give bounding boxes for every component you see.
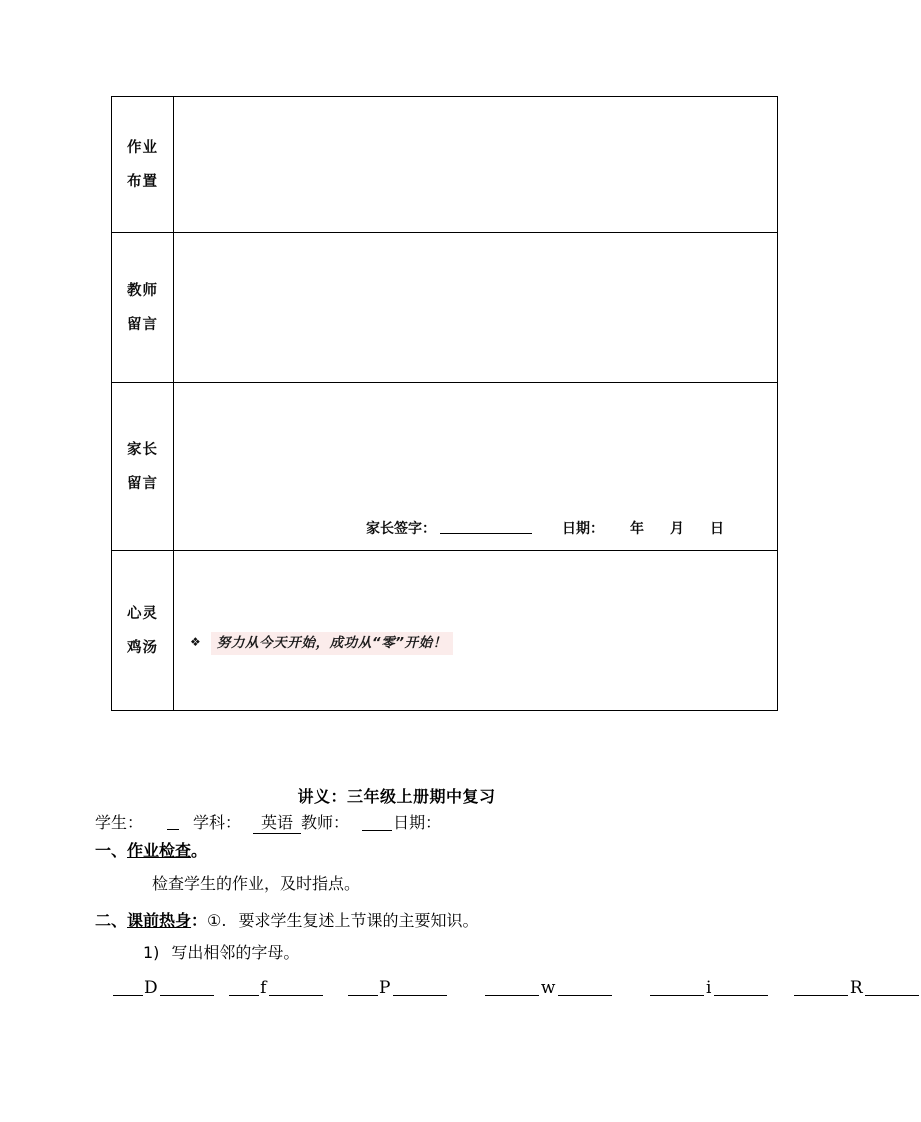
signature-label: 家长签字： bbox=[366, 521, 436, 537]
letter-blank-before-5[interactable] bbox=[650, 995, 704, 996]
motivational-quote-line bbox=[190, 631, 453, 651]
letter-given-5: i bbox=[705, 978, 712, 998]
letter-blank-after-3[interactable] bbox=[393, 995, 447, 996]
section-2-heading: 课前热身 bbox=[127, 911, 192, 930]
table-row-parent-message bbox=[112, 383, 778, 551]
diamond-bullet-icon: ❖ bbox=[190, 635, 201, 649]
letter-given-1: D bbox=[144, 978, 159, 998]
letter-blank-after-1[interactable] bbox=[160, 995, 214, 996]
section-2-sub-item-1 bbox=[143, 940, 299, 963]
student-info-line bbox=[95, 810, 441, 833]
letter-blank-before-1[interactable] bbox=[113, 995, 143, 996]
letter-blank-before-2[interactable] bbox=[229, 995, 259, 996]
sub-item-text: 写出相邻的字母。 bbox=[171, 943, 300, 962]
section-2-number: 二、 bbox=[95, 911, 128, 930]
row-content-homework-assignment[interactable] bbox=[174, 97, 778, 233]
row-content-soul-soup[interactable] bbox=[174, 551, 778, 711]
date-label: 日期： bbox=[562, 521, 604, 537]
row-label-teacher-message bbox=[112, 233, 174, 383]
letter-given-2: f bbox=[260, 978, 267, 998]
letter-given-6: R bbox=[849, 978, 864, 998]
day-unit: 日 bbox=[710, 521, 724, 537]
sub-item-marker: 1) bbox=[143, 943, 160, 962]
signature-input-line[interactable] bbox=[440, 533, 532, 534]
section-1-period: 。 bbox=[191, 841, 208, 860]
row-label-soul-soup bbox=[112, 551, 174, 711]
table-row-homework-assignment bbox=[112, 97, 778, 233]
letter-given-3: P bbox=[378, 978, 391, 998]
subject-label: 学科： bbox=[193, 813, 242, 832]
section-2-item-marker: ①. bbox=[207, 911, 227, 930]
letter-blank-after-4[interactable] bbox=[558, 995, 612, 996]
table-row-soul-soup bbox=[112, 551, 778, 711]
motivational-quote-text: 努力从今天开始，成功从“零”开始！ bbox=[211, 632, 453, 655]
row-label-line-1: 作业 bbox=[127, 139, 158, 156]
student-value-blank[interactable] bbox=[167, 829, 179, 830]
section-heading-2 bbox=[95, 908, 479, 931]
year-unit: 年 bbox=[630, 521, 644, 537]
letter-blank-before-4[interactable] bbox=[485, 995, 539, 996]
letter-blank-before-6[interactable] bbox=[794, 995, 848, 996]
section-2-colon: ： bbox=[191, 911, 208, 930]
teacher-label: 教师： bbox=[301, 813, 350, 832]
student-label: 学生： bbox=[95, 813, 144, 832]
row-label-homework-assignment bbox=[112, 97, 174, 233]
row-label-line-2: 布置 bbox=[127, 173, 158, 190]
month-unit: 月 bbox=[670, 521, 684, 537]
row-content-teacher-message[interactable] bbox=[174, 233, 778, 383]
parent-signature-row bbox=[174, 518, 777, 538]
row-content-parent-message[interactable] bbox=[174, 383, 778, 551]
section-heading-1 bbox=[95, 838, 207, 861]
letter-given-4: w bbox=[540, 978, 556, 998]
row-label-line-1: 家长 bbox=[127, 441, 158, 458]
letter-blank-after-5[interactable] bbox=[714, 995, 768, 996]
row-label-line-1: 心灵 bbox=[127, 605, 158, 622]
row-label-line-2: 鸡汤 bbox=[127, 639, 158, 656]
letter-blanks-exercise bbox=[112, 978, 921, 998]
letter-blank-before-3[interactable] bbox=[348, 995, 378, 996]
page-title: 讲义：三年级上册期中复习 bbox=[297, 787, 496, 806]
row-label-line-2: 留言 bbox=[127, 316, 158, 333]
date-label: 日期： bbox=[393, 813, 442, 832]
subject-value[interactable]: 英语 bbox=[253, 813, 301, 834]
section-1-body: 检查学生的作业，及时指点。 bbox=[152, 874, 361, 893]
section-1-number: 一、 bbox=[95, 841, 128, 860]
row-label-parent-message bbox=[112, 383, 174, 551]
section-1-heading: 作业检查 bbox=[127, 841, 192, 860]
row-label-line-1: 教师 bbox=[127, 282, 158, 299]
table-row-teacher-message bbox=[112, 233, 778, 383]
row-label-line-2: 留言 bbox=[127, 475, 158, 492]
letter-blank-after-2[interactable] bbox=[269, 995, 323, 996]
teacher-value-blank[interactable] bbox=[362, 830, 392, 831]
section-2-item-text: 要求学生复述上节课的主要知识。 bbox=[238, 911, 479, 930]
letter-blank-after-6[interactable] bbox=[865, 995, 919, 996]
feedback-table bbox=[111, 96, 778, 711]
